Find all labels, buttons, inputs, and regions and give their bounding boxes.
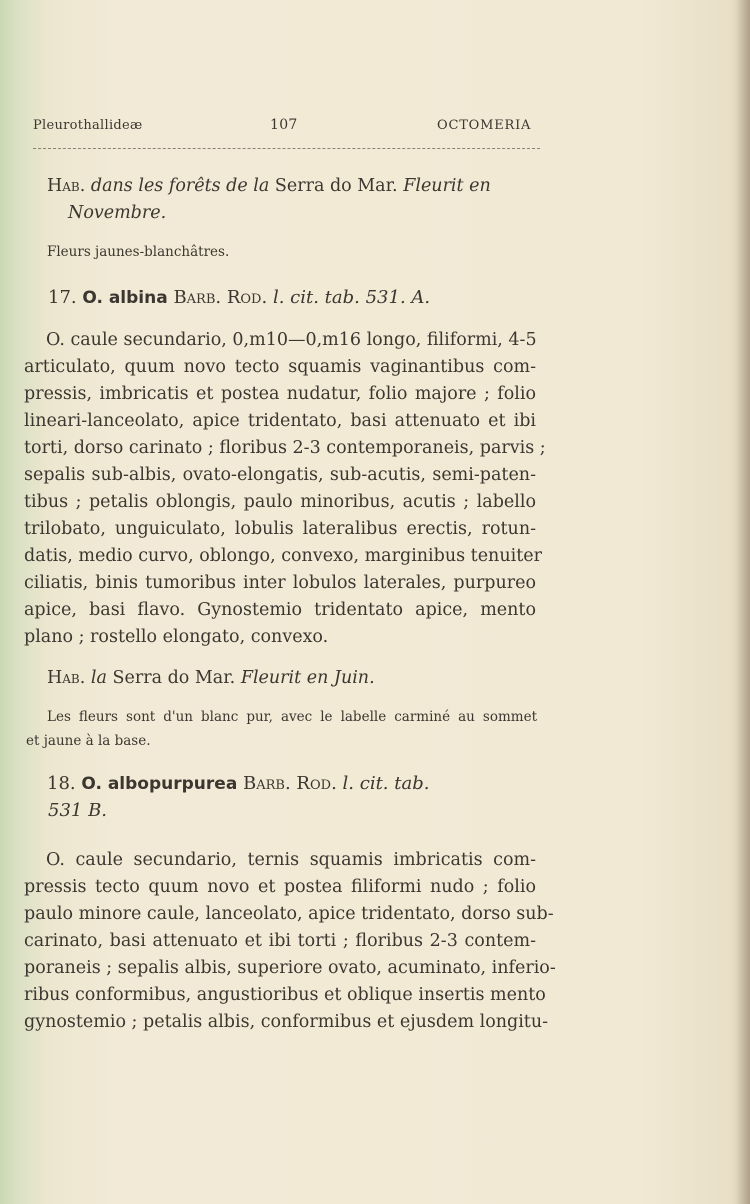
hab-line-2-text: Novembre.	[68, 203, 167, 223]
species-17-ref: l. cit. tab. 531. A.	[272, 287, 431, 308]
species-18-number: 18.	[47, 773, 76, 794]
hab-italic-b: Fleurit en Juin.	[240, 668, 375, 688]
running-head-right: OCTOMERIA	[437, 118, 532, 133]
desc17-line: datis, medio curvo, oblongo, convexo, marginibus tenuiter	[24, 546, 542, 566]
page-edge-shadow	[736, 0, 750, 1204]
desc17-line: pressis, imbricatis et postea nudatur, folio majore ; folio	[24, 384, 536, 404]
desc17-line: ciliatis, binis tumoribus inter lobulos laterales, purpureo	[24, 573, 536, 593]
species-18-ref: l. cit. tab.	[342, 773, 430, 794]
hab-italic: la	[90, 668, 107, 688]
hab-line-2	[68, 203, 166, 223]
running-head-left: Pleurothallideæ	[33, 118, 143, 133]
hab-italic-b: Fleurit en	[403, 176, 491, 196]
species-17-heading	[48, 287, 430, 308]
desc18-line: pressis tecto quum novo et postea filiformi nudo ; folio	[24, 877, 536, 897]
desc17-line: lineari-lanceolato, apice tridentato, basi attenuato et ibi	[24, 411, 536, 431]
header-rule	[33, 148, 540, 149]
species-18-ref2: 531 B.	[48, 800, 108, 821]
species-17-note-line: et jaune à la base.	[26, 733, 151, 749]
species-18-heading	[47, 773, 429, 794]
species-18-author: Barb. Rod.	[243, 773, 337, 794]
desc17-line: trilobato, unguiculato, lobulis lateralibus erectis, rotun-	[24, 519, 536, 539]
species-17-author: Barb. Rod.	[173, 287, 268, 308]
species-18-ref-cont	[48, 800, 107, 821]
desc17-line: tibus ; petalis oblongis, paulo minoribus, acutis ; labello	[24, 492, 536, 512]
species-17-hab	[47, 668, 375, 688]
hab-line-1	[47, 176, 491, 196]
desc18-line: ribus conformibus, angustioribus et oblique insertis mento	[24, 985, 546, 1005]
desc18-line: carinato, basi attenuato et ibi torti ; floribus 2-3 contem-	[24, 931, 536, 951]
species-17-note-line: Les fleurs sont d'un blanc pur, avec le labelle carminé au sommet	[47, 709, 537, 725]
desc17-line: plano ; rostello elongato, convexo.	[24, 627, 329, 647]
desc17-line: articulato, quum novo tecto squamis vaginantibus com-	[24, 357, 536, 377]
desc18-line: gynostemio ; petalis albis, conformibus et ejusdem longitu-	[24, 1012, 549, 1032]
hab-label: Hab.	[47, 176, 86, 196]
desc17-line: sepalis sub-albis, ovato-elongatis, sub-acutis, semi-paten-	[24, 465, 536, 485]
hab-italic-a: dans les forêts de la	[90, 176, 270, 196]
species-17-number: 17.	[48, 287, 77, 308]
page-number: 107	[270, 117, 298, 133]
desc18-line: paulo minore caule, lanceolato, apice tridentato, dorso sub-	[24, 904, 554, 924]
hab-plain: Serra do Mar.	[112, 668, 236, 688]
color-note: Fleurs jaunes-blanchâtres.	[47, 244, 230, 260]
species-18-name: O. albopurpurea	[81, 774, 238, 794]
desc17-line: O. caule secundario, 0,m10—0,m16 longo, filiformi, 4-5	[46, 330, 537, 350]
desc18-line: poraneis ; sepalis albis, superiore ovato, acuminato, inferio-	[24, 958, 556, 978]
desc17-line: apice, basi flavo. Gynostemio tridentato apice, mento	[24, 600, 536, 620]
desc17-line: torti, dorso carinato ; floribus 2-3 contemporaneis, parvis ;	[24, 438, 546, 458]
desc18-line: O. caule secundario, ternis squamis imbricatis com-	[46, 850, 536, 870]
hab-label: Hab.	[47, 668, 86, 688]
species-17-name: O. albina	[82, 288, 168, 308]
hab-plain: Serra do Mar.	[274, 176, 398, 196]
